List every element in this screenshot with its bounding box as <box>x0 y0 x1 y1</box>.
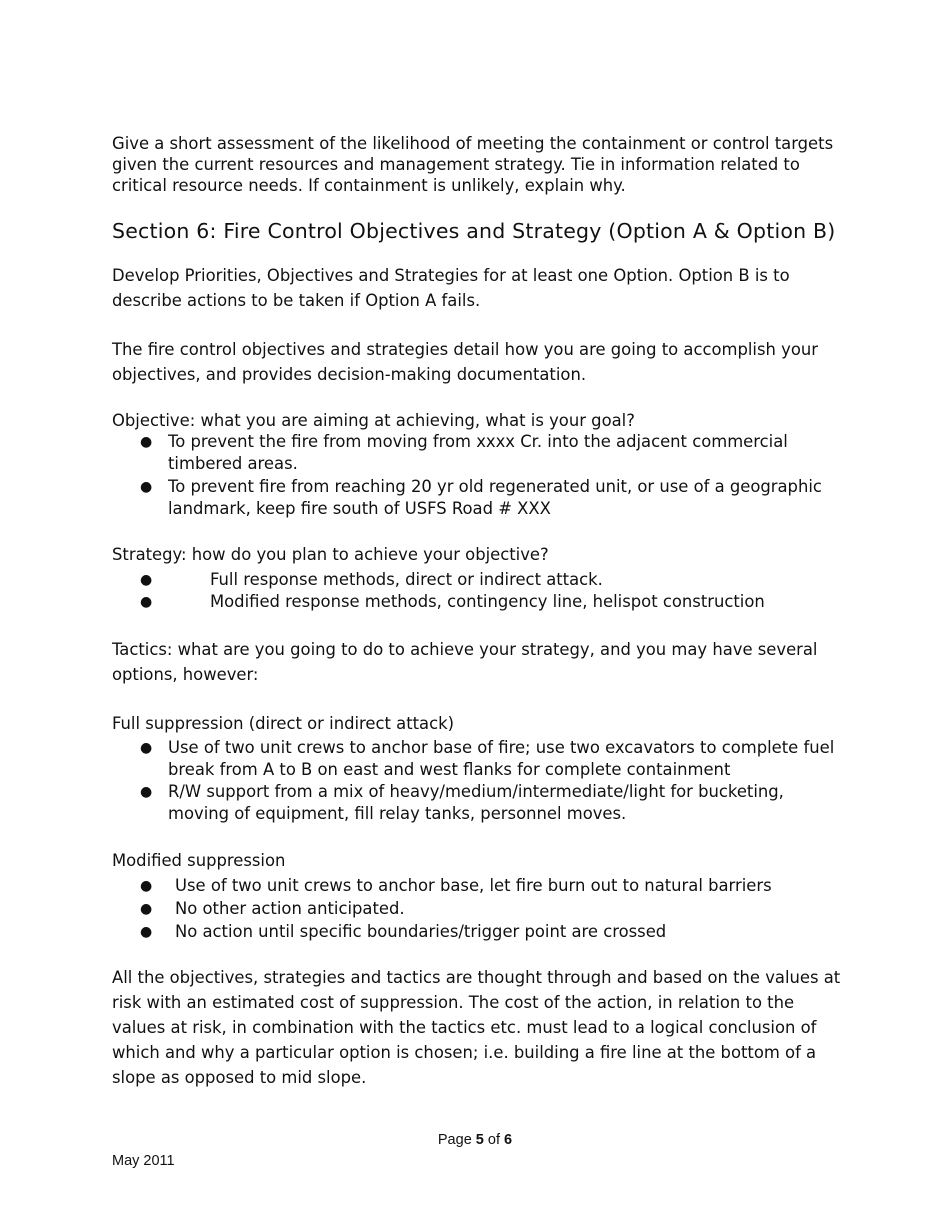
full-suppression-list <box>112 737 847 825</box>
list-item: ● No other action anticipated. <box>140 899 405 918</box>
list-item: ● To prevent fire from reaching 20 yr old regenerated unit, or use of a geographic landmark, keep fire south of USFS Road # XXX <box>140 477 822 518</box>
list-item: ● R/W support from a mix of heavy/medium/intermediate/light for bucketing, moving of equipment, fill relay tanks, personnel moves. <box>140 782 784 823</box>
objective-list <box>112 431 847 520</box>
list-item: ● Use of two unit crews to anchor base, let fire burn out to natural barriers <box>140 876 772 895</box>
strategy-label: Strategy: how do you plan to achieve your objective? <box>112 545 549 564</box>
bullet-icon: ● <box>140 924 153 940</box>
intro-paragraph: Give a short assessment of the likelihood of meeting the containment or control targets given the current resources and management strategy. Tie in information related to critical resource needs. If containment is unlikely, explain why. <box>112 134 834 195</box>
list-item: ● Use of two unit crews to anchor base of fire; use two excavators to complete fuel break from A to B on east and west flanks for complete containment <box>140 738 835 779</box>
conclusion-paragraph: All the objectives, strategies and tactics are thought through and based on the values at risk with an estimated cost of suppression. The cost of the action, in relation to the values at risk, in combination with the tactics etc. must lead to a logical conclusion of which and why a particular option is chosen; i.e. building a fire line at the bottom of a slope as opposed to mid slope. <box>112 968 841 1087</box>
strategy-list <box>112 569 847 613</box>
bullet-icon: ● <box>140 901 153 917</box>
bullet-icon: ● <box>140 572 153 588</box>
list-item: ● To prevent the fire from moving from xxxx Cr. into the adjacent commercial timbered areas. <box>140 432 788 473</box>
modified-suppression-list <box>112 875 847 943</box>
bullet-icon: ● <box>140 479 153 495</box>
list-item: ● No action until specific boundaries/trigger point are crossed <box>140 922 667 941</box>
section-heading: Section 6: Fire Control Objectives and Strategy (Option A & Option B) <box>112 219 836 243</box>
bullet-icon: ● <box>140 740 153 756</box>
modified-suppression-label: Modified suppression <box>112 851 286 870</box>
fire-control-paragraph: The fire control objectives and strategies detail how you are going to accomplish your objectives, and provides decision-making documentation. <box>112 340 818 384</box>
develop-paragraph: Develop Priorities, Objectives and Strategies for at least one Option. Option B is to describe actions to be taken if Option A fails. <box>112 266 790 310</box>
bullet-icon: ● <box>140 784 153 800</box>
list-item: ● Modified response methods, contingency line, helispot construction <box>140 592 765 611</box>
page-number: Page 5 of 6 <box>437 1132 513 1148</box>
bullet-icon: ● <box>140 878 153 894</box>
footer-date: May 2011 <box>112 1153 175 1169</box>
list-item: ● Full response methods, direct or indirect attack. <box>140 570 603 589</box>
tactics-paragraph: Tactics: what are you going to do to achieve your strategy, and you may have several options, however: <box>112 640 818 684</box>
full-suppression-label: Full suppression (direct or indirect attack) <box>112 714 454 733</box>
bullet-icon: ● <box>140 594 153 610</box>
objective-label: Objective: what you are aiming at achieving, what is your goal? <box>112 411 635 430</box>
bullet-icon: ● <box>140 434 153 450</box>
